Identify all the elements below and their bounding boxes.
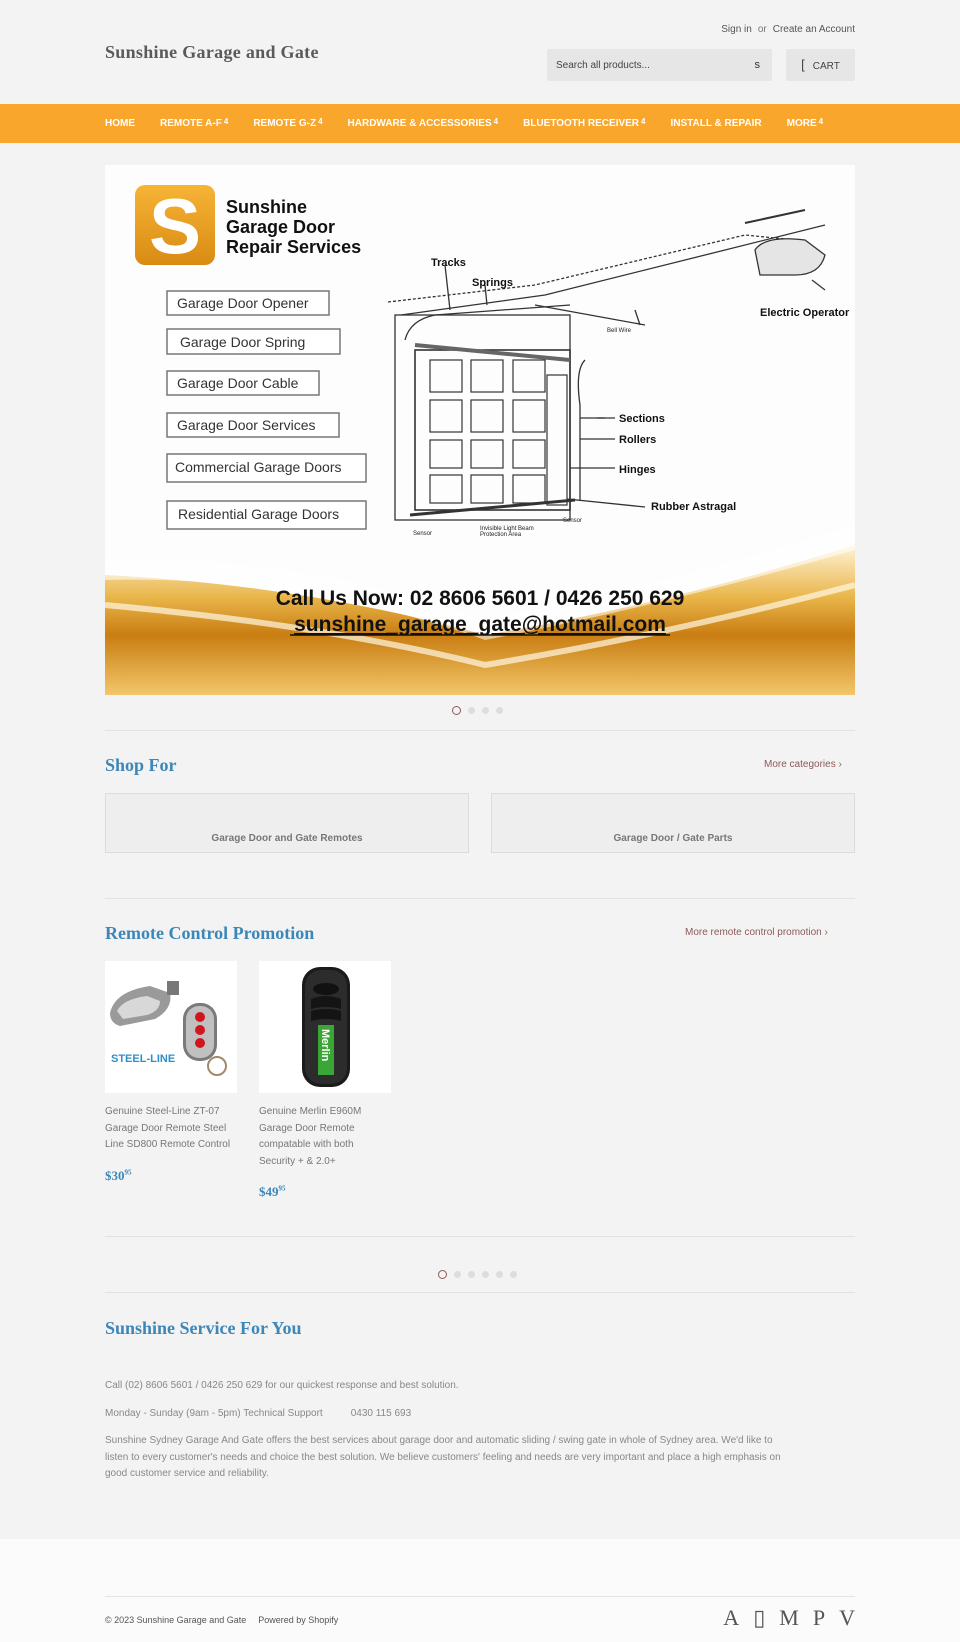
service-call-line: Call (02) 8606 5601 / 0426 250 629 for our quickest response and best solution. — [105, 1380, 459, 1391]
copyright-text[interactable]: © 2023 Sunshine Garage and Gate — [105, 1615, 247, 1625]
slide-dot-3[interactable] — [482, 707, 489, 714]
logo-letter: S — [148, 182, 202, 270]
support-hours: Monday - Sunday (9am - 5pm) Technical Support — [105, 1408, 323, 1419]
or-text: or — [757, 24, 767, 35]
create-account-link[interactable]: Create an Account — [772, 24, 855, 35]
slide-dot-4[interactable] — [496, 707, 503, 714]
label-springs: Springs — [472, 277, 513, 289]
label-rubber-astragal: Rubber Astragal — [651, 501, 737, 513]
divider — [105, 1236, 855, 1237]
mastercard-icon: M — [779, 1605, 799, 1630]
product-image[interactable] — [105, 961, 237, 1093]
promo-dot-5[interactable] — [496, 1271, 503, 1278]
promotion-title: Remote Control Promotion — [105, 923, 315, 943]
chevron-down-icon: 4 — [223, 117, 229, 126]
divider — [105, 1292, 855, 1293]
call-us-text: Call Us Now: 02 8606 5601 / 0426 250 629 — [275, 587, 685, 610]
service-box-2: Garage Door Spring — [180, 334, 306, 350]
banner-pagination — [452, 706, 503, 715]
service-box-3: Garage Door Cable — [177, 375, 299, 391]
label-sensor-left: Sensor — [413, 531, 433, 537]
service-hours-line — [105, 1406, 785, 1423]
company-line-2: Garage Door — [226, 217, 336, 237]
slide-dot-2[interactable] — [468, 707, 475, 714]
nav-item-install-repair[interactable]: INSTALL & REPAIR — [670, 118, 762, 129]
label-electric-operator: Electric Operator — [760, 307, 850, 319]
product-brand-text: Merlin — [319, 1029, 331, 1062]
label-beam-1: Invisible Light Beam — [480, 526, 534, 532]
chevron-down-icon: 4 — [818, 117, 824, 126]
more-promotion-link[interactable]: More remote control promotion › — [685, 927, 828, 938]
promo-dot-3[interactable] — [468, 1271, 475, 1278]
promo-dot-6[interactable] — [510, 1271, 517, 1278]
service-box-5: Commercial Garage Doors — [175, 459, 342, 475]
divider — [105, 730, 855, 731]
footer-divider — [105, 1596, 855, 1597]
chevron-down-icon: 4 — [318, 117, 323, 126]
amex-icon: A — [723, 1605, 740, 1630]
slide-dot-1[interactable] — [452, 706, 461, 715]
promo-dot-1[interactable] — [438, 1270, 447, 1279]
hero-banner[interactable] — [105, 165, 855, 695]
cart-icon: [ — [801, 57, 805, 72]
promo-dot-4[interactable] — [482, 1271, 489, 1278]
product-card[interactable] — [105, 961, 237, 1184]
powered-by-link[interactable]: Powered by Shopify — [258, 1615, 339, 1625]
visa-icon: V — [839, 1605, 855, 1630]
product-name[interactable]: Genuine Steel-Line ZT-07 Garage Door Remote Steel Line SD800 Remote Control — [105, 1106, 231, 1150]
nav-item-remote-a-f[interactable]: REMOTE A-F $^4$ — [160, 117, 229, 129]
category-remotes[interactable]: Garage Door and Gate Remotes — [105, 793, 469, 853]
divider — [105, 898, 855, 899]
chevron-down-icon: 4 — [493, 117, 499, 126]
company-line-3: Repair Services — [226, 237, 362, 257]
apple-pay-icon: ▯ — [753, 1605, 766, 1630]
site-header — [0, 0, 960, 104]
product-price: $\$49^{95}$ — [259, 1184, 286, 1199]
sign-in-link[interactable]: Sign in — [721, 24, 752, 35]
product-price: $\$30^{95}$ — [105, 1167, 132, 1183]
promotion-pagination — [438, 1270, 517, 1279]
label-tracks: Tracks — [431, 257, 466, 269]
paypal-icon: P — [812, 1605, 826, 1630]
product-name[interactable]: Genuine Merlin E960M Garage Door Remote compatable with both Security + & 2.0+ — [259, 1106, 362, 1167]
nav-item-more[interactable]: MORE $^4$ — [786, 117, 824, 129]
service-box-1: Garage Door Opener — [177, 295, 309, 311]
product-image[interactable] — [259, 961, 391, 1093]
nav-item-remote-g-z[interactable]: REMOTE G-Z $^4$ — [253, 117, 323, 129]
nav-item-bluetooth[interactable]: BLUETOOTH RECEIVER $^4$ — [523, 117, 646, 129]
main-nav — [0, 104, 960, 143]
company-line-1: Sunshine — [226, 197, 308, 217]
search-icon[interactable]: s — [754, 59, 760, 71]
promo-dot-2[interactable] — [454, 1271, 461, 1278]
site-logo[interactable]: Sunshine Garage and Gate — [105, 42, 319, 62]
label-sensor-right: Sensor — [563, 518, 583, 524]
payment-icons — [723, 1605, 855, 1631]
search-input[interactable] — [547, 49, 737, 81]
account-links — [721, 24, 855, 35]
more-categories-link[interactable]: More categories › — [764, 759, 842, 770]
label-sections: Sections — [619, 413, 665, 425]
label-rollers: Rollers — [619, 434, 657, 446]
service-title: Sunshine Service For You — [105, 1318, 302, 1338]
shop-for-title: Shop For — [105, 755, 177, 775]
nav-item-home[interactable]: HOME — [105, 118, 135, 129]
product-brand-text: STEEL-LINE — [111, 1053, 176, 1065]
footer-copyright — [105, 1615, 350, 1625]
cart-button[interactable] — [786, 49, 855, 81]
product-card[interactable] — [259, 961, 391, 1200]
site-footer — [0, 1539, 960, 1642]
label-bell-wire: Bell Wire — [607, 328, 632, 334]
label-beam-2: Protection Area — [480, 532, 522, 538]
category-parts[interactable]: Garage Door / Gate Parts — [491, 793, 855, 853]
banner-image — [105, 165, 855, 695]
service-paragraph: Sunshine Sydney Garage And Gate offers the best services about garage door and automatic sliding / swing gate in whole of Sydney area. We'd like to listen to every customer's needs and choice the best solution. We believe customers' feeling and needs are very important and place a high emphasis on good customer service and reliability. — [105, 1435, 781, 1479]
banner-email: sunshine_garage_gate@hotmail.com — [294, 613, 666, 636]
chevron-down-icon: 4 — [641, 117, 646, 126]
label-hinges: Hinges — [619, 464, 656, 476]
cart-label: CART — [812, 61, 840, 72]
support-phone: 0430 115 693 — [350, 1408, 412, 1419]
service-box-4: Garage Door Services — [177, 417, 316, 433]
service-box-6: Residential Garage Doors — [178, 506, 340, 522]
nav-item-hardware[interactable]: HARDWARE & ACCESSORIES $^4$ — [347, 117, 499, 129]
search-box — [547, 49, 772, 81]
